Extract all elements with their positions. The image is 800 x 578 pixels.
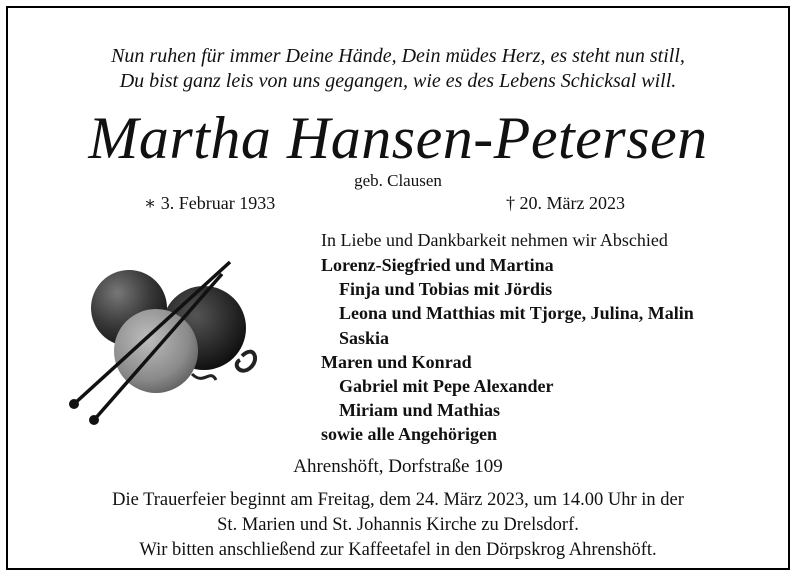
mourner-line: Miriam und Mathias [339, 400, 501, 421]
maiden-name: geb. Clausen [354, 171, 442, 190]
mourner-line: Finja und Tobias mit Jördis [339, 279, 553, 300]
service-notice [8, 488, 788, 563]
birth-date: ∗ 3. Februar 1933 [144, 193, 276, 213]
mourner-line: sowie alle Angehörigen [321, 424, 497, 445]
service-line: Wir bitten anschließend zur Kaffeetafel in den Dörpskrog Ahrenshöft. [139, 540, 657, 560]
farewell-intro: In Liebe und Dankbarkeit nehmen wir Abschied [321, 230, 668, 250]
mourner-line: Saskia [339, 327, 390, 348]
mourner-line: Gabriel mit Pepe Alexander [339, 376, 554, 397]
yarn-balls-knitting-needles-icon [64, 256, 264, 426]
poem-line: Du bist ganz leis von uns gegangen, wie es des Lebens Schicksal will. [119, 70, 677, 92]
mourner-line: Lorenz-Siegfried und Martina [321, 255, 554, 275]
deceased-name: Martha Hansen-Petersen [88, 105, 708, 171]
obituary-notice [6, 6, 790, 570]
address: Ahrenshöft, Dorfstraße 109 [293, 456, 503, 477]
mourner-line: Leona und Matthias mit Tjorge, Julina, Malin [339, 303, 694, 324]
death-date: † 20. März 2023 [506, 193, 625, 213]
service-line: Die Trauerfeier beginnt am Freitag, dem 24. März 2023, um 14.00 Uhr in der [112, 490, 684, 510]
mourner-line: Maren und Konrad [321, 351, 472, 372]
poem-line: Nun ruhen für immer Deine Hände, Dein müdes Herz, es steht nun still, [111, 45, 685, 67]
mourners-list [321, 253, 694, 447]
poem [8, 44, 788, 94]
service-line: St. Marien und St. Johannis Kirche zu Drelsdorf. [217, 515, 579, 535]
